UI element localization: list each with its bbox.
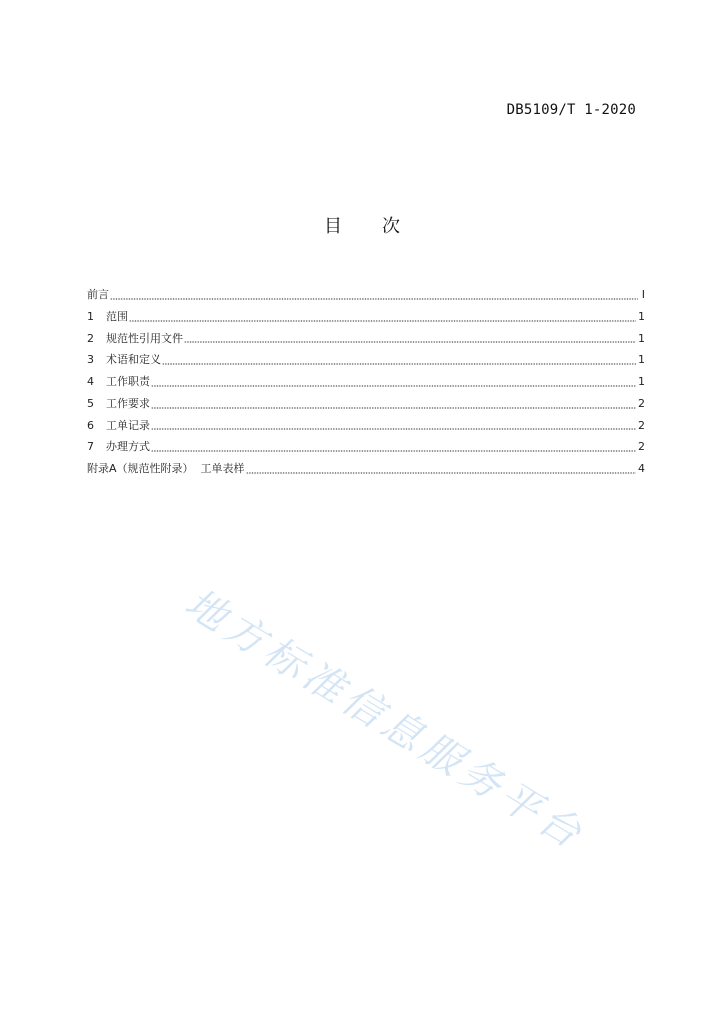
toc-dot-leader xyxy=(151,407,636,409)
toc-page-number: I xyxy=(641,288,645,301)
toc-page-number: 2 xyxy=(638,418,645,432)
toc-entry-number: 1 xyxy=(87,309,94,323)
toc-entry-label: 规范性引用文件 xyxy=(106,331,183,345)
toc-entry-number: 3 xyxy=(87,353,94,367)
toc-entry-2 xyxy=(87,328,645,350)
page-title xyxy=(0,214,724,240)
toc-dot-leader xyxy=(151,450,636,452)
toc-entry-4 xyxy=(87,371,645,393)
toc-page-number: 1 xyxy=(638,375,645,388)
toc-dot-leader xyxy=(151,428,636,430)
toc-entry-label: 前言 xyxy=(87,288,109,301)
toc-dot-leader xyxy=(110,298,638,300)
toc-entry-label: 工单记录 xyxy=(106,418,150,432)
toc-dot-leader xyxy=(162,363,636,365)
toc-entry-6 xyxy=(87,415,645,437)
toc-entry-label: 工作要求 xyxy=(106,396,150,410)
toc-page-number: 2 xyxy=(638,440,645,454)
standard-code: DB5109/T 1-2020 xyxy=(506,102,636,118)
title-char-2: 次 xyxy=(382,216,400,237)
table-of-contents xyxy=(87,284,645,480)
toc-entry-appendix-a xyxy=(87,458,645,480)
toc-entry-number: 2 xyxy=(87,331,94,345)
toc-entry-label: 术语和定义 xyxy=(106,353,161,367)
toc-dot-leader xyxy=(151,385,636,387)
toc-entry-foreword xyxy=(87,284,645,306)
toc-entry-3 xyxy=(87,349,645,371)
toc-page-number: 1 xyxy=(638,309,645,323)
toc-dot-leader xyxy=(184,341,636,343)
toc-entry-number: 5 xyxy=(87,396,94,410)
toc-page-number: 1 xyxy=(638,331,645,345)
watermark-text: 地方标准信息服务平台 xyxy=(176,580,594,860)
toc-entry-label: 范围 xyxy=(106,309,128,323)
toc-dot-leader xyxy=(246,472,636,474)
toc-entry-7 xyxy=(87,436,645,458)
toc-entry-5 xyxy=(87,393,645,415)
toc-entry-label: 办理方式 xyxy=(106,440,150,454)
toc-entry-label: 工作职责 xyxy=(106,375,150,388)
toc-page-number: 2 xyxy=(638,396,645,410)
toc-page-number: 4 xyxy=(638,462,645,475)
toc-entry-number: 7 xyxy=(87,440,94,454)
toc-entry-number: 6 xyxy=(87,418,94,432)
toc-entry-label: 附录A（规范性附录） 工单表样 xyxy=(87,462,245,475)
toc-entry-number: 4 xyxy=(87,375,94,388)
title-char-1: 目 xyxy=(324,216,342,237)
toc-page-number: 1 xyxy=(638,353,645,367)
toc-dot-leader xyxy=(129,320,636,322)
toc-entry-1 xyxy=(87,306,645,328)
